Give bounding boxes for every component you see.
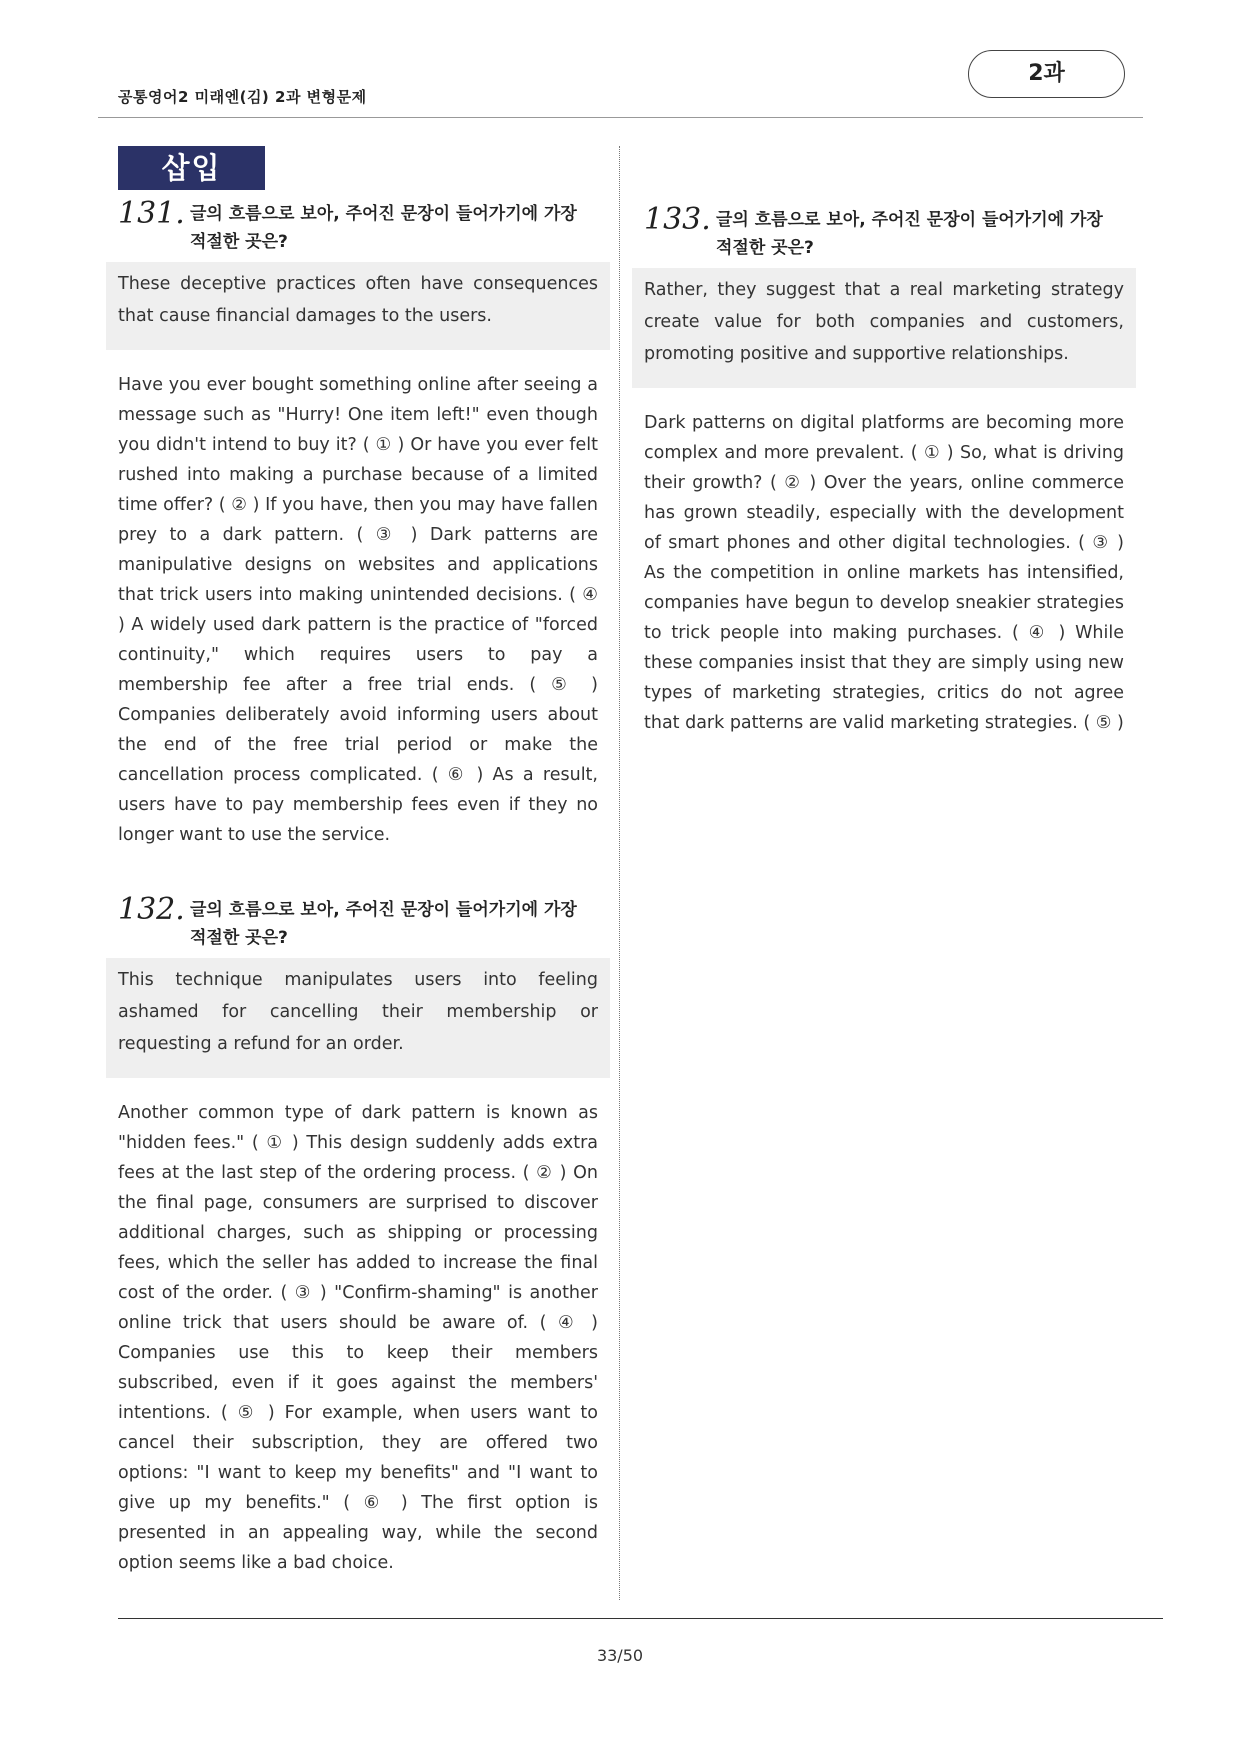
section-tag: 삽입: [118, 146, 265, 190]
given-sentence-box: Rather, they suggest that a real marketing strategy create value for both companies and customers, promoting positive and supportive relationships.: [632, 268, 1136, 388]
passage-text: Have you ever bought something online after seeing a message such as "Hurry! One item left!" even though you didn't intend to buy it? ( ① ) Or have you ever felt rushed into making a purchase because of a limited time offer? ( ② ) If you have, then you may have fallen prey to a dark pattern. ( ③ ) Dark patterns are manipulative designs on websites and applications that trick users into making unintended decisions. ( ④ ) A widely used dark pattern is the practice of "forced continuity," which requires users to pay a membership fee after a free trial ends. ( ⑤ ) Companies deliberately avoid informing users about the end of the free trial period or make the cancellation process complicated. ( ⑥ ) As a result, users have to pay membership fees even if they no longer want to use the service.: [118, 375, 598, 845]
lesson-badge: 2과: [968, 50, 1125, 98]
question-131: [118, 196, 598, 256]
passage-text: Another common type of dark pattern is known as "hidden fees." ( ① ) This design suddenly adds extra fees at the last step of the ordering process. ( ② ) On the final page, consumers are surprised to discover additional charges, such as shipping or processing fees, which the seller has added to increase the final cost of the order. ( ③ ) "Confirm-shaming" is another online trick that users should be aware of. ( ④ ) Companies use this to keep their members subscribed, even if it goes against the members' intentions. ( ⑤ ) For example, when users want to cancel their subscription, they are offered two options: "I want to keep my benefits" and "I want to give up my benefits." ( ⑥ ) The first option is presented in an appealing way, while the second option seems like a bad choice.: [118, 1103, 598, 1573]
question-number: 132.: [118, 892, 185, 927]
question-prompt: 글의 흐름으로 보아, 주어진 문장이 들어가기에 가장 적절한 곳은?: [716, 210, 1103, 258]
right-column: [644, 146, 1124, 738]
question-prompt: 글의 흐름으로 보아, 주어진 문장이 들어가기에 가장 적절한 곳은?: [190, 900, 577, 948]
passage-text: Dark patterns on digital platforms are becoming more complex and more prevalent. ( ① ) So, what is driving their growth? ( ② ) Over the years, online commerce has grown steadily, especially with the development of smart phones and other digital technologies. ( ③ ) As the competition in online markets has intensified, companies have begun to develop sneakier strategies to trick people into making purchases. ( ④ ) While these companies insist that they are simply using new types of marketing strategies, critics do not agree that dark patterns are valid marketing strategies. ( ⑤ ): [644, 413, 1124, 733]
question-number: 131.: [118, 196, 185, 231]
page-number: 33/50: [596, 1646, 644, 1665]
question-prompt: 글의 흐름으로 보아, 주어진 문장이 들어가기에 가장 적절한 곳은?: [190, 204, 577, 252]
question-number: 133.: [644, 202, 711, 237]
document-header-title: 공통영어2 미래엔(김) 2과 변형문제: [118, 88, 367, 106]
footer-divider: [118, 1618, 1163, 1619]
given-sentence-box: This technique manipulates users into feeling ashamed for cancelling their membership or requesting a refund for an order.: [106, 958, 610, 1078]
question-133: [644, 202, 1124, 262]
header-divider: [98, 117, 1143, 118]
column-divider: [619, 146, 620, 1600]
left-column: [118, 146, 598, 1578]
given-sentence-box: These deceptive practices often have consequences that cause financial damages to the users.: [106, 262, 610, 350]
question-132: [118, 892, 598, 952]
